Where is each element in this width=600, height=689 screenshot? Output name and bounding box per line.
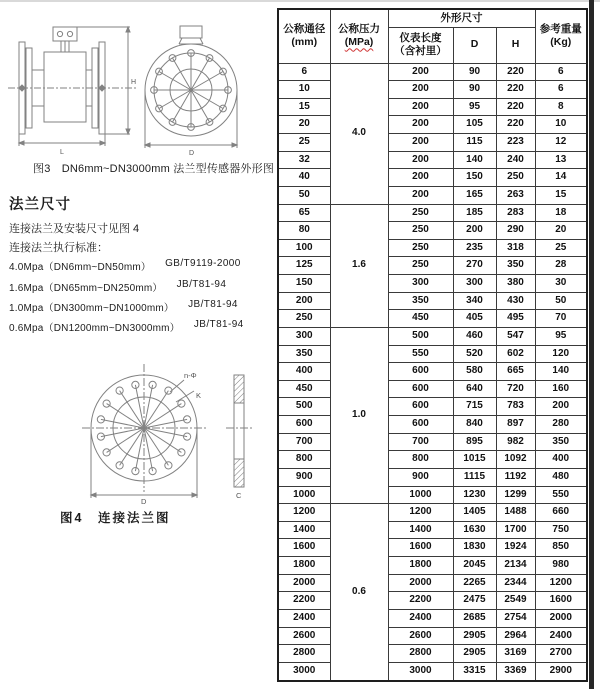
header-dimensions: 外形尺寸 xyxy=(388,9,535,27)
cell-diameter: 40 xyxy=(278,169,330,187)
cell-diameter: 2000 xyxy=(278,574,330,592)
cell-d: 1230 xyxy=(453,486,496,504)
table-row xyxy=(278,239,587,257)
cell-length: 600 xyxy=(388,398,453,416)
table-row xyxy=(278,292,587,310)
table-row xyxy=(278,345,587,363)
cell-diameter: 50 xyxy=(278,186,330,204)
cell-h: 2134 xyxy=(496,557,535,575)
cell-weight: 6 xyxy=(535,81,587,99)
cell-pressure: 4.0 xyxy=(330,63,388,204)
cell-h: 220 xyxy=(496,116,535,134)
cell-d: 105 xyxy=(453,116,496,134)
cell-diameter: 700 xyxy=(278,433,330,451)
cell-pressure: 0.6 xyxy=(330,504,388,681)
cell-weight: 2700 xyxy=(535,645,587,663)
flange-standards-title: 连接法兰执行标准： xyxy=(9,242,108,254)
cell-length: 1600 xyxy=(388,539,453,557)
cell-length: 600 xyxy=(388,416,453,434)
cell-d: 1405 xyxy=(453,504,496,522)
cell-d: 2045 xyxy=(453,557,496,575)
cell-d: 1830 xyxy=(453,539,496,557)
cell-d: 90 xyxy=(453,81,496,99)
cell-weight: 350 xyxy=(535,433,587,451)
cell-length: 200 xyxy=(388,116,453,134)
cell-diameter: 2800 xyxy=(278,645,330,663)
cell-h: 318 xyxy=(496,239,535,257)
cell-h: 240 xyxy=(496,151,535,169)
table-row xyxy=(278,81,587,99)
page-edge-line xyxy=(589,0,594,689)
cell-weight: 15 xyxy=(535,186,587,204)
cell-diameter: 2600 xyxy=(278,627,330,645)
cell-diameter: 100 xyxy=(278,239,330,257)
cell-h: 982 xyxy=(496,433,535,451)
cell-h: 602 xyxy=(496,345,535,363)
standard-spec: 1.0Mpa（DN300mm~DN1000mm） xyxy=(9,303,175,314)
cell-h: 2754 xyxy=(496,609,535,627)
cell-diameter: 600 xyxy=(278,416,330,434)
cell-weight: 70 xyxy=(535,310,587,328)
cell-length: 1400 xyxy=(388,521,453,539)
cell-h: 1700 xyxy=(496,521,535,539)
cell-length: 200 xyxy=(388,98,453,116)
cell-diameter: 65 xyxy=(278,204,330,222)
cell-d: 2905 xyxy=(453,645,496,663)
spec-table xyxy=(277,8,588,682)
cell-length: 1000 xyxy=(388,486,453,504)
cell-weight: 2900 xyxy=(535,662,587,681)
cell-length: 2200 xyxy=(388,592,453,610)
cell-diameter: 25 xyxy=(278,134,330,152)
cell-h: 897 xyxy=(496,416,535,434)
cell-diameter: 150 xyxy=(278,275,330,293)
cell-weight: 6 xyxy=(535,63,587,81)
cell-length: 900 xyxy=(388,468,453,486)
cell-h: 3169 xyxy=(496,645,535,663)
standard-spec: 1.6Mpa（DN65mm~DN250mm） xyxy=(9,283,163,294)
header-h: H xyxy=(496,27,535,63)
cell-h: 430 xyxy=(496,292,535,310)
table-row xyxy=(278,416,587,434)
cell-weight: 95 xyxy=(535,327,587,345)
cell-weight: 850 xyxy=(535,539,587,557)
cell-d: 165 xyxy=(453,186,496,204)
cell-weight: 2400 xyxy=(535,627,587,645)
cell-d: 115 xyxy=(453,134,496,152)
cell-h: 380 xyxy=(496,275,535,293)
cell-weight: 13 xyxy=(535,151,587,169)
cell-length: 300 xyxy=(388,275,453,293)
cell-d: 840 xyxy=(453,416,496,434)
table-row xyxy=(278,433,587,451)
cell-length: 700 xyxy=(388,433,453,451)
table-row xyxy=(278,186,587,204)
cell-diameter: 250 xyxy=(278,310,330,328)
table-row xyxy=(278,557,587,575)
cell-h: 720 xyxy=(496,380,535,398)
header-length: 仪表长度 （含衬里） xyxy=(388,27,453,63)
cell-diameter: 200 xyxy=(278,292,330,310)
cell-h: 283 xyxy=(496,204,535,222)
cell-d: 270 xyxy=(453,257,496,275)
table-row xyxy=(278,398,587,416)
standard-line xyxy=(9,258,241,273)
cell-length: 2000 xyxy=(388,574,453,592)
cell-d: 340 xyxy=(453,292,496,310)
cell-diameter: 300 xyxy=(278,327,330,345)
cell-d: 200 xyxy=(453,222,496,240)
cell-length: 250 xyxy=(388,222,453,240)
cell-weight: 28 xyxy=(535,257,587,275)
cell-weight: 980 xyxy=(535,557,587,575)
cell-h: 495 xyxy=(496,310,535,328)
cell-weight: 20 xyxy=(535,222,587,240)
cell-length: 2400 xyxy=(388,609,453,627)
cell-h: 220 xyxy=(496,63,535,81)
cell-diameter: 1400 xyxy=(278,521,330,539)
fig3-label-l: L xyxy=(60,149,64,156)
cell-diameter: 1800 xyxy=(278,557,330,575)
cell-d: 1115 xyxy=(453,468,496,486)
flange-section-heading: 法兰尺寸 xyxy=(9,197,71,213)
standard-code: JB/T81-94 xyxy=(193,319,244,330)
cell-weight: 10 xyxy=(535,116,587,134)
cell-weight: 660 xyxy=(535,504,587,522)
cell-d: 580 xyxy=(453,363,496,381)
standard-spec: 4.0Mpa（DN6mm~DN50mm） xyxy=(9,262,152,273)
cell-diameter: 1200 xyxy=(278,504,330,522)
cell-diameter: 20 xyxy=(278,116,330,134)
cell-h: 547 xyxy=(496,327,535,345)
cell-length: 200 xyxy=(388,63,453,81)
cell-length: 2800 xyxy=(388,645,453,663)
cell-length: 200 xyxy=(388,81,453,99)
fig3-label-h: H xyxy=(131,79,137,86)
cell-h: 350 xyxy=(496,257,535,275)
table-row xyxy=(278,592,587,610)
bolt-pattern-fig3 xyxy=(151,50,232,131)
cell-diameter: 125 xyxy=(278,257,330,275)
standard-code: GB/T9119-2000 xyxy=(165,258,241,269)
table-row xyxy=(278,645,587,663)
cell-weight: 160 xyxy=(535,380,587,398)
cell-weight: 400 xyxy=(535,451,587,469)
cell-h: 250 xyxy=(496,169,535,187)
fig3-label-d: D xyxy=(189,150,195,156)
cell-d: 405 xyxy=(453,310,496,328)
table-row xyxy=(278,98,587,116)
cell-length: 500 xyxy=(388,327,453,345)
cell-weight: 12 xyxy=(535,134,587,152)
cell-h: 1488 xyxy=(496,504,535,522)
table-row xyxy=(278,169,587,187)
cell-diameter: 10 xyxy=(278,81,330,99)
cell-h: 2549 xyxy=(496,592,535,610)
table-row xyxy=(278,486,587,504)
cell-d: 140 xyxy=(453,151,496,169)
cell-length: 800 xyxy=(388,451,453,469)
cell-d: 2265 xyxy=(453,574,496,592)
table-row xyxy=(278,275,587,293)
cell-length: 200 xyxy=(388,169,453,187)
cell-h: 1192 xyxy=(496,468,535,486)
figure4-drawing xyxy=(46,336,264,510)
cell-length: 250 xyxy=(388,257,453,275)
cell-length: 200 xyxy=(388,186,453,204)
standard-line xyxy=(9,279,226,294)
cell-d: 715 xyxy=(453,398,496,416)
cell-d: 640 xyxy=(453,380,496,398)
table-row xyxy=(278,468,587,486)
table-row xyxy=(278,222,587,240)
cell-diameter: 500 xyxy=(278,398,330,416)
cell-pressure: 1.6 xyxy=(330,204,388,327)
cell-diameter: 2400 xyxy=(278,609,330,627)
cell-h: 783 xyxy=(496,398,535,416)
table-row xyxy=(278,380,587,398)
standard-line xyxy=(9,319,244,334)
cell-h: 665 xyxy=(496,363,535,381)
cell-d: 95 xyxy=(453,98,496,116)
cell-h: 220 xyxy=(496,81,535,99)
cell-length: 2600 xyxy=(388,627,453,645)
cell-diameter: 3000 xyxy=(278,662,330,681)
cell-d: 150 xyxy=(453,169,496,187)
fig4-label-k: K xyxy=(196,391,202,400)
cell-pressure: 1.0 xyxy=(330,327,388,503)
cell-d: 520 xyxy=(453,345,496,363)
cell-weight: 30 xyxy=(535,275,587,293)
table-body xyxy=(278,63,587,681)
cell-weight: 1200 xyxy=(535,574,587,592)
cell-diameter: 350 xyxy=(278,345,330,363)
cell-d: 2475 xyxy=(453,592,496,610)
table-row xyxy=(278,151,587,169)
fig4-label-d: D xyxy=(141,497,147,506)
cell-h: 2964 xyxy=(496,627,535,645)
cell-h: 2344 xyxy=(496,574,535,592)
cell-d: 895 xyxy=(453,433,496,451)
cell-d: 185 xyxy=(453,204,496,222)
table-row xyxy=(278,609,587,627)
standard-line xyxy=(9,299,238,314)
cell-h: 263 xyxy=(496,186,535,204)
flange-intro-line: 连接法兰及安装尺寸见图 4 xyxy=(9,223,140,235)
table-row xyxy=(278,574,587,592)
cell-d: 90 xyxy=(453,63,496,81)
cell-length: 200 xyxy=(388,151,453,169)
table-row xyxy=(278,539,587,557)
cell-length: 1200 xyxy=(388,504,453,522)
table-row xyxy=(278,451,587,469)
cell-weight: 1600 xyxy=(535,592,587,610)
standard-spec: 0.6Mpa（DN1200mm~DN3000mm） xyxy=(9,323,180,334)
cell-diameter: 15 xyxy=(278,98,330,116)
cell-weight: 8 xyxy=(535,98,587,116)
cell-length: 450 xyxy=(388,310,453,328)
cell-length: 200 xyxy=(388,134,453,152)
figure3-drawing xyxy=(6,24,258,156)
cell-diameter: 400 xyxy=(278,363,330,381)
header-weight: 参考重量 (Kg) xyxy=(535,9,587,63)
cell-h: 223 xyxy=(496,134,535,152)
cell-h: 1924 xyxy=(496,539,535,557)
cell-d: 235 xyxy=(453,239,496,257)
table-row xyxy=(278,116,587,134)
cell-h: 290 xyxy=(496,222,535,240)
cell-weight: 480 xyxy=(535,468,587,486)
table-row xyxy=(278,63,587,81)
cell-h: 3369 xyxy=(496,662,535,681)
cell-weight: 18 xyxy=(535,204,587,222)
table-row xyxy=(278,310,587,328)
header-d: D xyxy=(453,27,496,63)
cell-diameter: 900 xyxy=(278,468,330,486)
header-pressure: 公称压力 (MPa) xyxy=(330,9,388,63)
table-row xyxy=(278,134,587,152)
cell-diameter: 450 xyxy=(278,380,330,398)
cell-weight: 200 xyxy=(535,398,587,416)
cell-weight: 280 xyxy=(535,416,587,434)
cell-diameter: 80 xyxy=(278,222,330,240)
table-row xyxy=(278,627,587,645)
table-row xyxy=(278,504,587,522)
header-diameter: 公称通径 (mm) xyxy=(278,9,330,63)
table-row xyxy=(278,327,587,345)
cell-diameter: 2200 xyxy=(278,592,330,610)
cell-weight: 25 xyxy=(535,239,587,257)
cell-length: 250 xyxy=(388,204,453,222)
cell-d: 1015 xyxy=(453,451,496,469)
cell-d: 460 xyxy=(453,327,496,345)
cell-length: 250 xyxy=(388,239,453,257)
standard-code: JB/T81-94 xyxy=(188,299,238,310)
cell-weight: 2000 xyxy=(535,609,587,627)
figure4-caption: 图4 连接法兰图 xyxy=(60,511,171,525)
cell-weight: 550 xyxy=(535,486,587,504)
cell-diameter: 6 xyxy=(278,63,330,81)
cell-length: 600 xyxy=(388,363,453,381)
cell-d: 2685 xyxy=(453,609,496,627)
cell-d: 1630 xyxy=(453,521,496,539)
cell-weight: 120 xyxy=(535,345,587,363)
table-row xyxy=(278,363,587,381)
cell-diameter: 32 xyxy=(278,151,330,169)
cell-diameter: 1600 xyxy=(278,539,330,557)
cell-d: 2905 xyxy=(453,627,496,645)
cell-weight: 14 xyxy=(535,169,587,187)
cell-d: 3315 xyxy=(453,662,496,681)
table-row xyxy=(278,257,587,275)
fig4-label-nphi: n-Φ xyxy=(184,371,197,380)
cell-h: 1092 xyxy=(496,451,535,469)
cell-length: 350 xyxy=(388,292,453,310)
cell-d: 300 xyxy=(453,275,496,293)
cell-diameter: 800 xyxy=(278,451,330,469)
table-row xyxy=(278,521,587,539)
cell-h: 220 xyxy=(496,98,535,116)
cell-weight: 50 xyxy=(535,292,587,310)
table-row xyxy=(278,662,587,681)
table-row xyxy=(278,204,587,222)
cell-length: 600 xyxy=(388,380,453,398)
cell-h: 1299 xyxy=(496,486,535,504)
cell-length: 3000 xyxy=(388,662,453,681)
cell-diameter: 1000 xyxy=(278,486,330,504)
fig4-label-c: C xyxy=(236,491,242,500)
cell-weight: 140 xyxy=(535,363,587,381)
cell-weight: 750 xyxy=(535,521,587,539)
standard-code: JB/T81-94 xyxy=(176,279,227,290)
figure3-caption: 图3 DN6mm~DN3000mm 法兰型传感器外形图 xyxy=(33,163,275,175)
cell-length: 1800 xyxy=(388,557,453,575)
cell-length: 550 xyxy=(388,345,453,363)
